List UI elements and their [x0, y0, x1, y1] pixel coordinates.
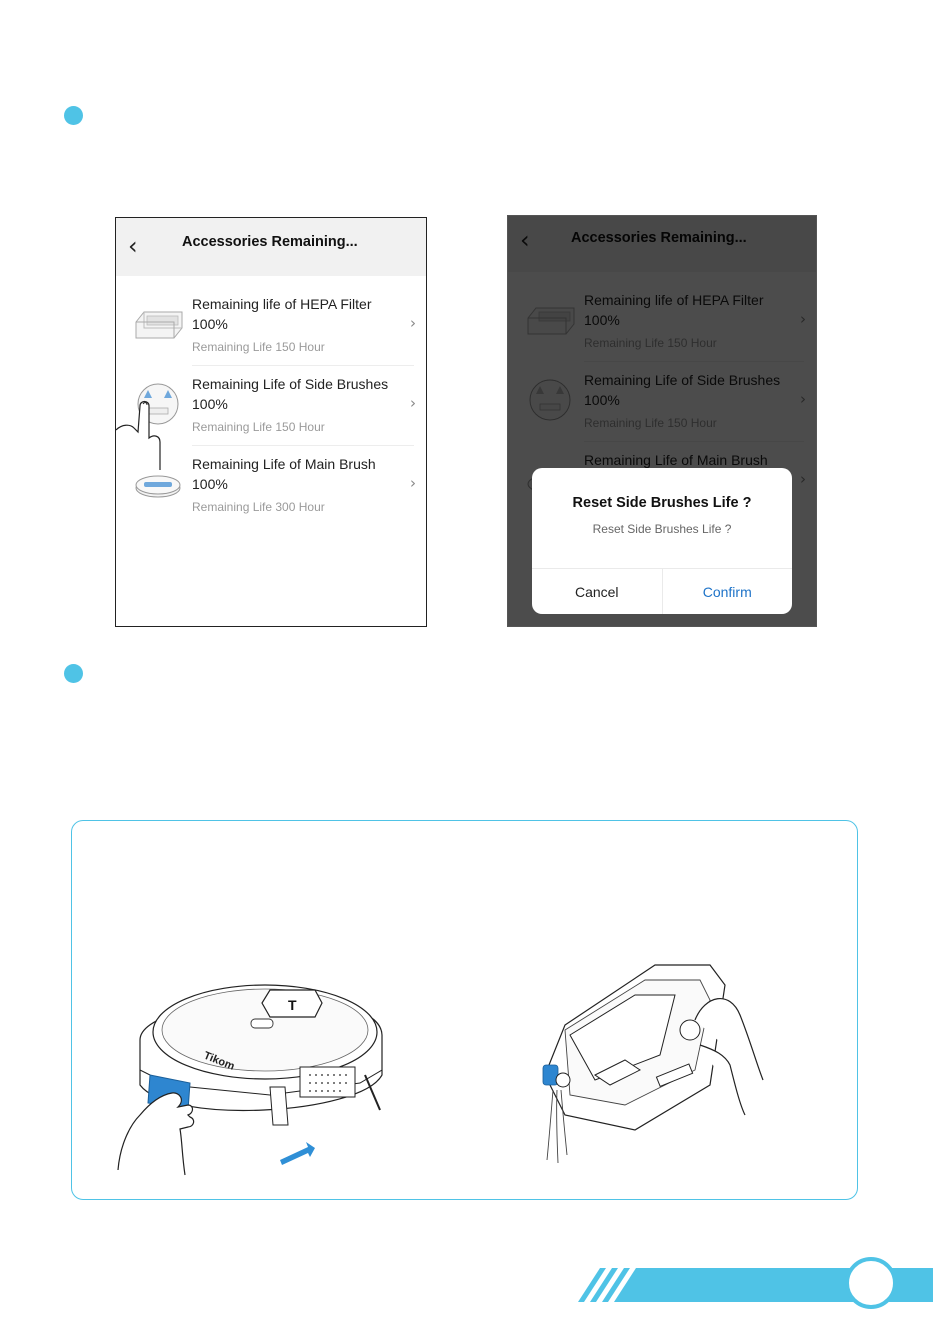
chevron-right-icon: ›: [410, 394, 416, 412]
accessory-name: Remaining Life of Side Brushes: [192, 376, 389, 392]
step-2-dot: [64, 664, 83, 683]
reset-confirm-screen: [507, 215, 817, 627]
robot-remove-bin-illustration: [110, 975, 410, 1180]
chevron-right-icon: ›: [410, 474, 416, 492]
accessory-item-hepa-filter[interactable]: [116, 286, 426, 366]
accessory-remaining-hours: Remaining Life 300 Hour: [192, 500, 325, 514]
accessory-remaining-hours: Remaining Life 150 Hour: [192, 340, 325, 354]
accessories-screen: [115, 217, 427, 627]
back-icon[interactable]: ‹: [128, 232, 138, 260]
accessory-percent: 100%: [192, 316, 228, 332]
robot-logo-letter: T: [288, 997, 297, 1013]
page-number-badge: [845, 1257, 897, 1309]
dialog-message: Reset Side Brushes Life ?: [592, 522, 732, 536]
accessory-name: Remaining Life of Main Brush: [192, 456, 376, 472]
step-1-dot: [64, 106, 83, 125]
robot-brand-label: Tikom: [201, 1049, 237, 1073]
screen-header: [116, 218, 426, 276]
screen-title: Accessories Remaining...: [182, 234, 358, 250]
accessory-percent: 100%: [192, 476, 228, 492]
accessory-remaining-hours: Remaining Life 150 Hour: [192, 420, 325, 434]
hepa-filter-icon: [132, 298, 184, 350]
robot-underside-illustration: [525, 955, 775, 1170]
accessory-name: Remaining life of HEPA Filter: [192, 296, 372, 312]
dialog-title: Reset Side Brushes Life ?: [572, 495, 752, 511]
tap-hand-icon: [116, 380, 186, 470]
chevron-right-icon: ›: [410, 314, 416, 332]
reset-dialog: [532, 468, 792, 614]
cancel-button[interactable]: Cancel: [532, 569, 663, 614]
accessory-percent: 100%: [192, 396, 228, 412]
confirm-button[interactable]: Confirm: [663, 569, 793, 614]
dialog-buttons: [532, 568, 792, 614]
